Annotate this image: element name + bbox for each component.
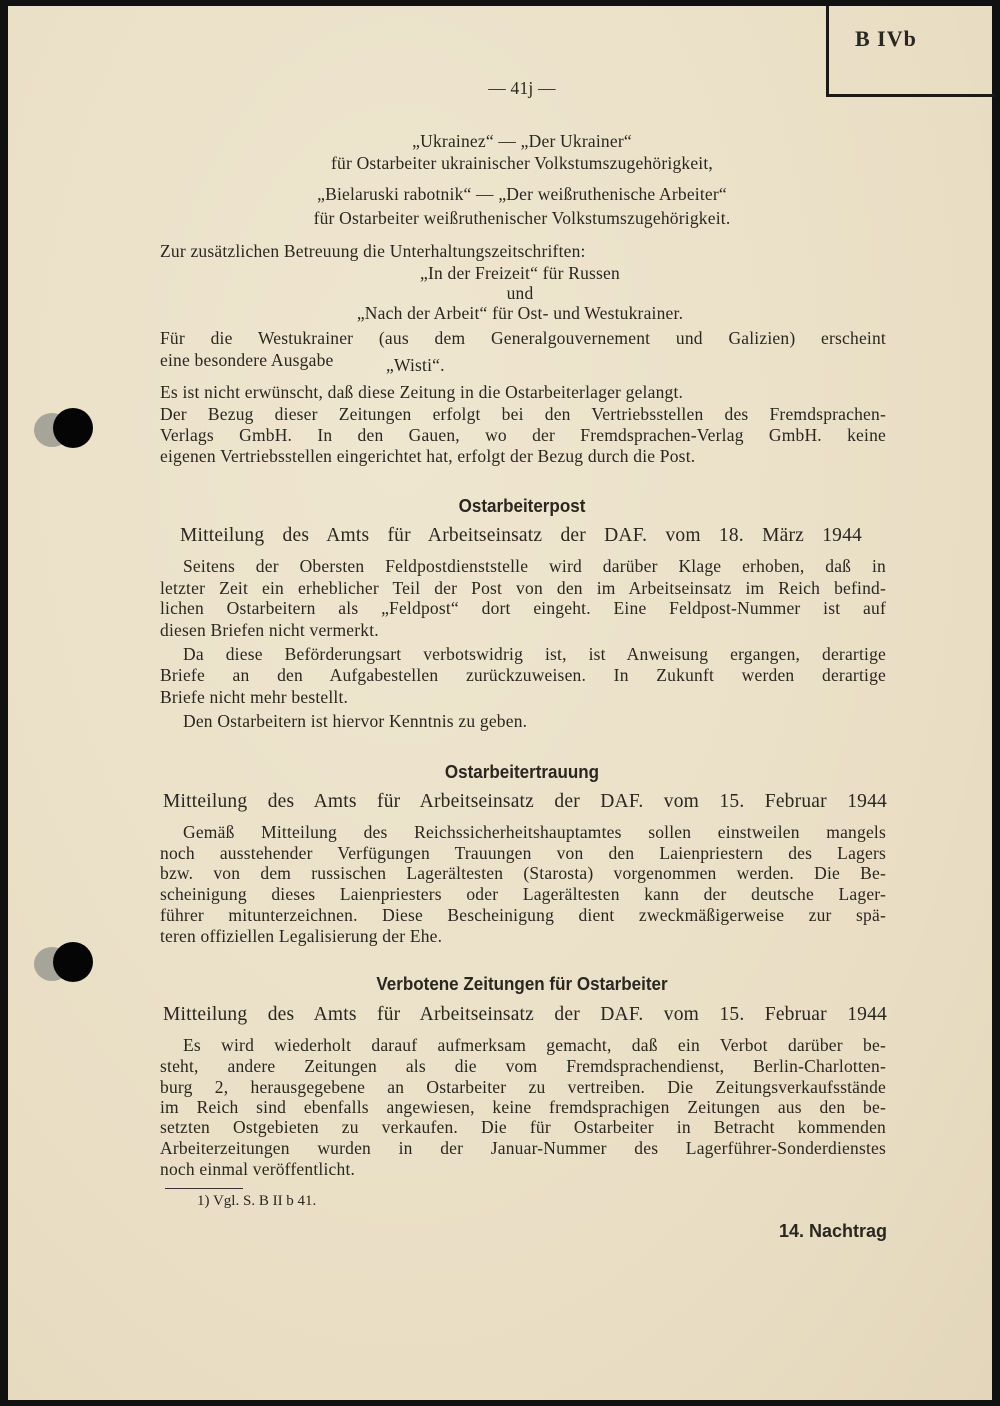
paragraph-line: Seitens der Obersten Feldpostdienststelle wird darüber Klage erhoben, daß in [183, 556, 886, 576]
section-subtitle: Mitteilung des Amts für Arbeitseinsatz der DAF. vom 15. Februar 1944 [163, 791, 887, 812]
footnote-divider [165, 1188, 243, 1189]
punch-hole [53, 408, 93, 448]
paragraph-line: führer mitunterzeichnen. Diese Bescheinigung dient zweckmäßigerweise zur spä- [160, 905, 886, 925]
paragraph-line: scheinigung dieses Laienpriesters oder Lagerältesten kann der deutsche Lager- [160, 884, 886, 904]
intro-line: „In der Freizeit“ für Russen [420, 263, 620, 283]
intro-line: „Wisti“. [386, 355, 445, 375]
paragraph-line: letzter Zeit ein erheblicher Teil der Post von den im Arbeitseinsatz im Reich befind- [160, 578, 886, 598]
intro-line: Der Bezug dieser Zeitungen erfolgt bei den Vertriebsstellen des Fremdsprachen- [160, 404, 886, 424]
paragraph-line: lichen Ostarbeitern als „Feldpost“ dort eingeht. Eine Feldpost-Nummer ist auf [160, 598, 886, 618]
paragraph-line: diesen Briefen nicht vermerkt. [160, 620, 379, 640]
section-heading: Ostarbeiterpost [458, 495, 586, 516]
paragraph-line: Da diese Beförderungsart verbotswidrig ist, ist Anweisung ergangen, derartige [183, 644, 886, 664]
paragraph-line: Briefe nicht mehr bestellt. [160, 687, 349, 707]
intro-line: und [506, 283, 534, 303]
paragraph-line: noch einmal veröffentlicht. [160, 1159, 356, 1179]
page-number: — 41j — [488, 78, 556, 98]
intro-line: Für die Westukrainer (aus dem Generalgouvernement und Galizien) erscheint [160, 328, 886, 348]
paragraph-line: im Reich sind ebenfalls angewiesen, keine fremdsprachigen Zeitungen aus den be- [160, 1097, 886, 1117]
intro-line: „Ukrainez“ — „Der Ukrainer“ [412, 131, 632, 151]
intro-line: eigenen Vertriebsstellen eingerichtet hat, erfolgt der Bezug durch die Post. [160, 446, 696, 466]
intro-line: eine besondere Ausgabe [160, 350, 334, 370]
paragraph-line: Arbeiterzeitungen wurden in der Januar-Nummer des Lagerführer-Sonderdienstes [160, 1138, 886, 1158]
section-subtitle: Mitteilung des Amts für Arbeitseinsatz der DAF. vom 15. Februar 1944 [163, 1004, 887, 1025]
footnote: 1) Vgl. S. B II b 41. [197, 1193, 317, 1209]
paragraph-line: teren offiziellen Legalisierung der Ehe. [160, 926, 443, 946]
section-label: B IVb [855, 26, 917, 51]
paragraph-line: setzten Ostgebieten zu verkaufen. Die für Ostarbeiter in Betracht kommenden [160, 1117, 886, 1137]
intro-line: Zur zusätzlichen Betreuung die Unterhaltungszeitschriften: [160, 241, 586, 261]
supplement-label: 14. Nachtrag [778, 1221, 887, 1241]
intro-line: Verlags GmbH. In den Gauen, wo der Fremdsprachen-Verlag GmbH. keine [160, 425, 886, 445]
section-subtitle: Mitteilung des Amts für Arbeitseinsatz der DAF. vom 18. März 1944 [180, 525, 862, 546]
intro-line: „Nach der Arbeit“ für Ost- und Westukrainer. [356, 303, 684, 323]
paragraph-line: noch ausstehender Verfügungen Trauungen von den Laienpriestern des Lagers [160, 843, 886, 863]
intro-line: für Ostarbeiter ukrainischer Volkstumszugehörigkeit, [330, 153, 714, 173]
paragraph-line: steht, andere Zeitungen als die vom Fremdsprachendienst, Berlin-Charlotten- [160, 1056, 886, 1076]
intro-line: „Bielaruski rabotnik“ — „Der weißruthenische Arbeiter“ [317, 184, 727, 204]
paragraph-line: Gemäß Mitteilung des Reichssicherheitshauptamtes sollen einstweilen mangels [183, 822, 886, 842]
paragraph-line: burg 2, herausgegebene an Ostarbeiter zu vertreiben. Die Zeitungsverkaufsstände [160, 1077, 886, 1097]
section-heading: Verbotene Zeitungen für Ostarbeiter [376, 973, 668, 994]
intro-line: für Ostarbeiter weißruthenischer Volkstumszugehörigkeit. [313, 208, 731, 228]
paragraph-line: bzw. von dem russischen Lagerältesten (Starosta) vorgenommen werden. Die Be- [160, 863, 886, 883]
paragraph-line: Den Ostarbeitern ist hiervor Kenntnis zu geben. [183, 711, 528, 731]
intro-line: Es ist nicht erwünscht, daß diese Zeitung in die Ostarbeiterlager gelangt. [160, 382, 684, 402]
section-heading: Ostarbeitertrauung [444, 761, 600, 782]
paragraph-line: Briefe an den Aufgabestellen zurückzuweisen. In Zukunft werden derartige [160, 665, 886, 685]
paragraph-line: Es wird wiederholt darauf aufmerksam gemacht, daß ein Verbot darüber be- [183, 1035, 886, 1055]
